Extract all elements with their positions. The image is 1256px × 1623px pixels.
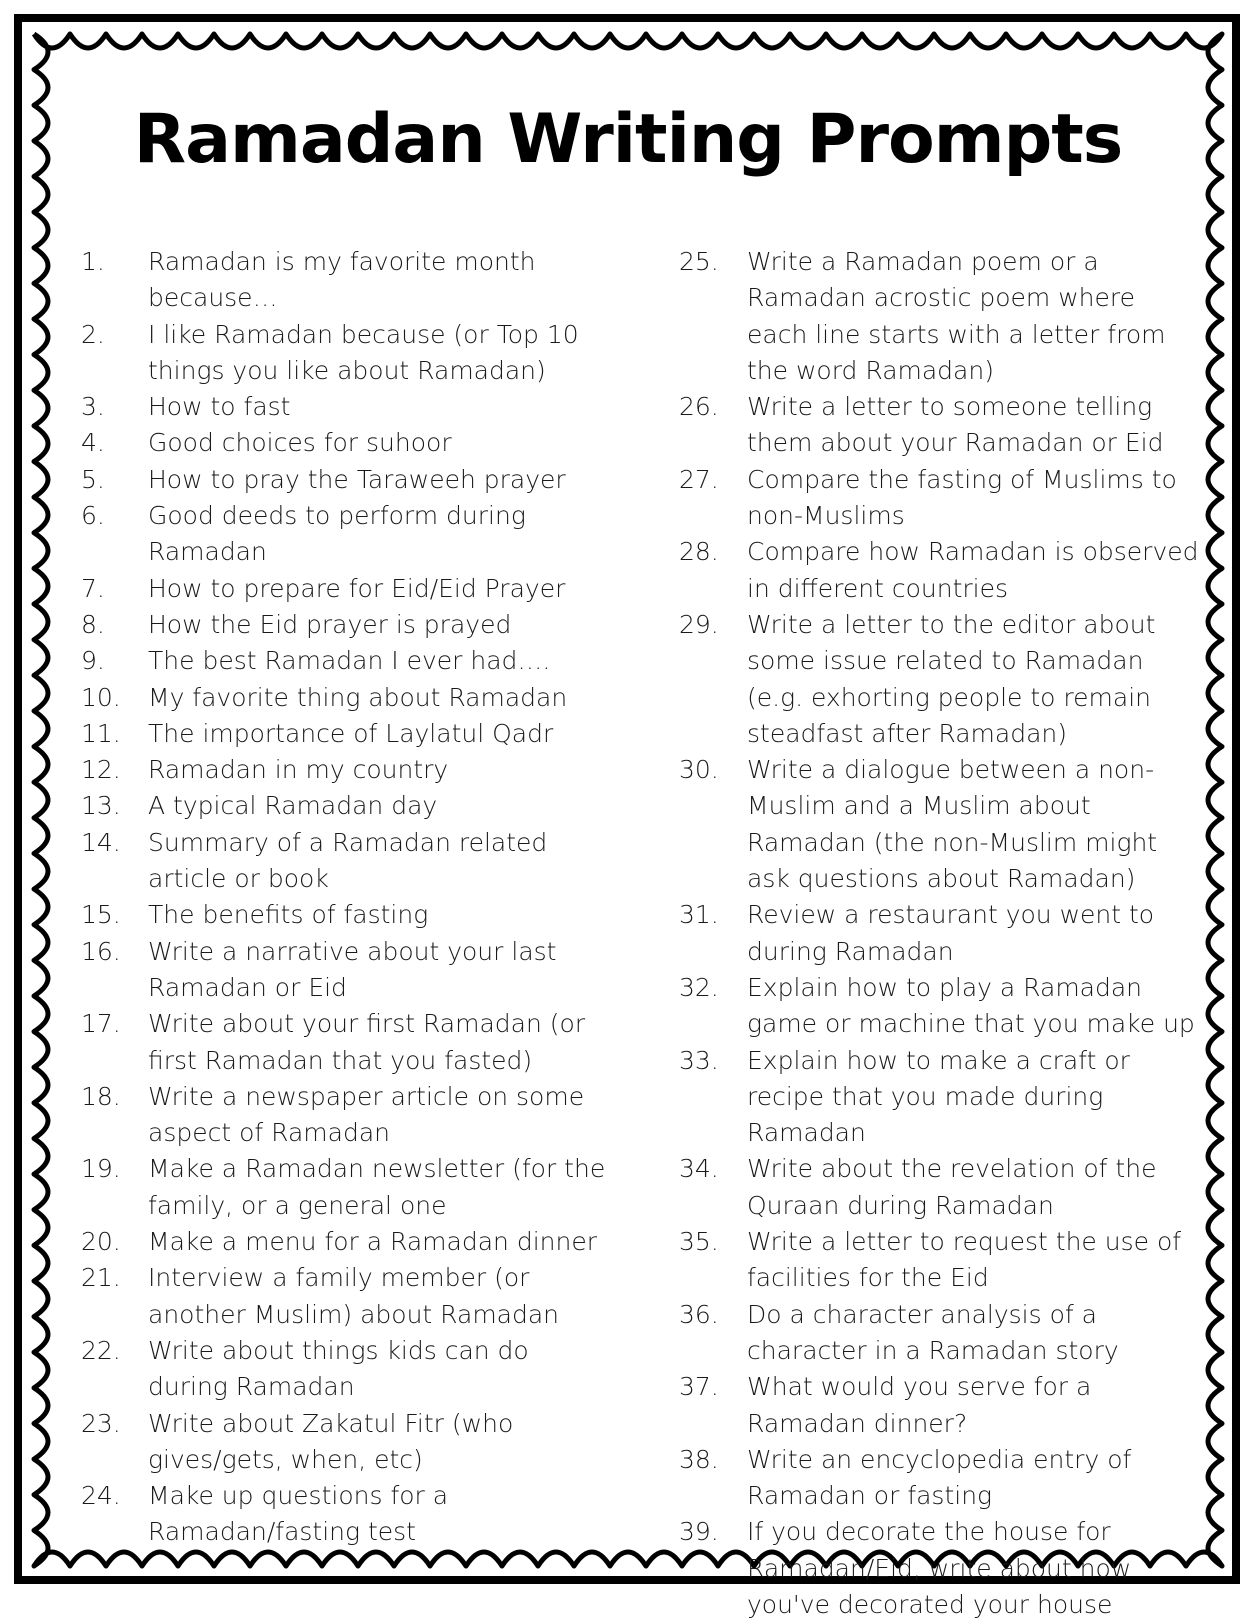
item-text: Explain how to play a Ramadan game or machine that you make up bbox=[747, 972, 1195, 1039]
list-item bbox=[679, 970, 1199, 1043]
list-item bbox=[81, 897, 611, 933]
list-item bbox=[81, 607, 611, 643]
item-text: Write a narrative about your last Ramadan or Eid bbox=[148, 936, 557, 1002]
list-item bbox=[81, 934, 611, 1007]
list-item bbox=[81, 1406, 611, 1479]
item-text: How to pray the Taraweeh prayer bbox=[148, 464, 566, 494]
list-item bbox=[81, 788, 611, 824]
item-number: 22. bbox=[81, 1335, 121, 1365]
item-text: Write about the revelation of the Quraan during Ramadan bbox=[747, 1154, 1157, 1220]
item-number: 26. bbox=[679, 392, 719, 422]
item-number: 24. bbox=[81, 1481, 121, 1511]
item-text: Ramadan is my favorite month because… bbox=[148, 247, 536, 313]
list-item bbox=[81, 462, 611, 498]
item-number: 14. bbox=[81, 827, 121, 857]
list-item bbox=[81, 1478, 611, 1551]
item-number: 31. bbox=[679, 900, 719, 930]
item-number: 25. bbox=[679, 247, 719, 276]
item-number: 32. bbox=[679, 972, 719, 1002]
item-text: Write a Ramadan poem or a Ramadan acrostic poem where each line starts with a letter from the word Ramadan) bbox=[747, 247, 1166, 385]
item-text: My favorite thing about Ramadan bbox=[148, 682, 568, 712]
list-item bbox=[81, 244, 611, 317]
list-item bbox=[81, 643, 611, 679]
item-number: 9. bbox=[81, 646, 105, 676]
list-item bbox=[679, 897, 1199, 970]
item-text: Interview a family member (or another Muslim) about Ramadan bbox=[148, 1263, 560, 1329]
item-number: 17. bbox=[81, 1009, 121, 1039]
item-number: 39. bbox=[679, 1517, 719, 1547]
item-text: Write a letter to someone telling them about your Ramadan or Eid bbox=[747, 392, 1164, 458]
list-item bbox=[81, 1006, 611, 1079]
item-number: 23. bbox=[81, 1408, 121, 1438]
list-item bbox=[679, 244, 1199, 389]
item-text: Explain how to make a craft or recipe that you made during Ramadan bbox=[747, 1045, 1130, 1148]
page-title: Ramadan Writing Prompts bbox=[133, 100, 1123, 179]
item-number: 37. bbox=[679, 1372, 719, 1402]
item-text: Write about things kids can do during Ramadan bbox=[148, 1335, 529, 1402]
item-text: Write a newspaper article on some aspect of Ramadan bbox=[148, 1081, 585, 1148]
list-item bbox=[81, 752, 611, 788]
item-number: 20. bbox=[81, 1227, 121, 1257]
item-number: 36. bbox=[679, 1299, 719, 1329]
item-text: Ramadan in my country bbox=[148, 755, 449, 785]
item-text: Compare how Ramadan is observed in different countries bbox=[747, 537, 1199, 603]
item-text: Write a letter to the editor about some issue related to Ramadan (e.g. exhorting people to remain steadfast after Ramadan) bbox=[747, 609, 1156, 748]
item-number: 5. bbox=[81, 464, 105, 494]
item-text: Good deeds to perform during Ramadan bbox=[148, 501, 526, 567]
item-number: 10. bbox=[81, 682, 121, 712]
item-text: The importance of Laylatul Qadr bbox=[148, 718, 554, 748]
item-text: Good choices for suhoor bbox=[148, 428, 452, 458]
list-item bbox=[81, 680, 611, 716]
item-number: 2. bbox=[81, 319, 105, 349]
list-item bbox=[81, 1260, 611, 1333]
item-number: 19. bbox=[81, 1154, 121, 1184]
list-item bbox=[81, 317, 611, 390]
list-item bbox=[81, 498, 611, 571]
prompt-list-right bbox=[679, 244, 1199, 1623]
list-item bbox=[679, 1043, 1199, 1152]
list-item bbox=[81, 1151, 611, 1224]
item-text: If you decorate the house for Ramadan/Eid, write about how you've decorated your house bbox=[747, 1517, 1132, 1619]
list-item bbox=[679, 462, 1199, 535]
list-item bbox=[679, 607, 1199, 752]
item-number: 11. bbox=[81, 718, 121, 748]
item-text: Compare the fasting of Muslims to non-Muslims bbox=[747, 464, 1177, 531]
item-text: I like Ramadan because (or Top 10 things you like about Ramadan) bbox=[148, 319, 579, 385]
list-item bbox=[679, 1442, 1199, 1515]
list-item bbox=[679, 1369, 1199, 1442]
item-text: Write a letter to request the use of facilities for the Eid bbox=[747, 1227, 1182, 1293]
list-item bbox=[81, 571, 611, 607]
item-text: Review a restaurant you went to during Ramadan bbox=[747, 900, 1155, 966]
item-number: 8. bbox=[81, 609, 105, 639]
item-number: 35. bbox=[679, 1227, 719, 1257]
list-item bbox=[81, 389, 611, 425]
item-text: Write a dialogue between a non-Muslim and a Muslim about Ramadan (the non-Muslim might ask questions about Ramadan) bbox=[747, 755, 1158, 894]
list-item bbox=[81, 1333, 611, 1406]
item-number: 4. bbox=[81, 428, 105, 458]
item-text: How the Eid prayer is prayed bbox=[148, 609, 512, 639]
item-number: 13. bbox=[81, 791, 121, 821]
item-text: The benefits of fasting bbox=[148, 900, 429, 930]
item-number: 16. bbox=[81, 936, 121, 966]
item-text: The best Ramadan I ever had…. bbox=[148, 646, 551, 676]
list-item bbox=[679, 1514, 1199, 1623]
list-item bbox=[679, 389, 1199, 462]
list-item bbox=[679, 534, 1199, 607]
list-item bbox=[679, 1297, 1199, 1370]
item-text: Make up questions for a Ramadan/fasting test bbox=[148, 1481, 449, 1547]
item-text: Summary of a Ramadan related article or book bbox=[148, 827, 548, 894]
item-text: Write an encyclopedia entry of Ramadan or fasting bbox=[747, 1444, 1132, 1511]
item-number: 29. bbox=[679, 609, 719, 639]
item-number: 12. bbox=[81, 755, 121, 785]
item-text: What would you serve for a Ramadan dinner? bbox=[747, 1372, 1092, 1438]
item-text: Make a Ramadan newsletter (for the family, or a general one bbox=[148, 1154, 606, 1220]
item-text: A typical Ramadan day bbox=[148, 791, 438, 821]
list-item bbox=[81, 716, 611, 752]
item-number: 18. bbox=[81, 1081, 121, 1111]
item-text: Write about your first Ramadan (or first Ramadan that you fasted) bbox=[148, 1009, 586, 1075]
item-number: 30. bbox=[679, 755, 719, 785]
item-number: 38. bbox=[679, 1444, 719, 1474]
item-text: Do a character analysis of a character in a Ramadan story bbox=[747, 1299, 1119, 1365]
item-number: 7. bbox=[81, 573, 105, 603]
item-number: 6. bbox=[81, 501, 105, 531]
list-item bbox=[679, 752, 1199, 897]
item-text: How to fast bbox=[148, 392, 291, 422]
item-number: 3. bbox=[81, 392, 105, 422]
list-item bbox=[679, 1224, 1199, 1297]
item-number: 21. bbox=[81, 1263, 121, 1293]
item-text: Make a menu for a Ramadan dinner bbox=[148, 1227, 597, 1257]
list-item bbox=[81, 425, 611, 461]
list-item bbox=[81, 1224, 611, 1260]
item-number: 27. bbox=[679, 464, 719, 494]
prompt-list-left bbox=[81, 244, 611, 1551]
item-number: 33. bbox=[679, 1045, 719, 1075]
list-item bbox=[81, 1079, 611, 1152]
item-number: 15. bbox=[81, 900, 121, 930]
item-number: 34. bbox=[679, 1154, 719, 1184]
list-item bbox=[679, 1151, 1199, 1224]
list-item bbox=[81, 825, 611, 898]
item-text: How to prepare for Eid/Eid Prayer bbox=[148, 573, 566, 603]
item-text: Write about Zakatul Fitr (who gives/gets, when, etc) bbox=[148, 1408, 514, 1474]
item-number: 28. bbox=[679, 537, 719, 567]
item-number: 1. bbox=[81, 247, 105, 276]
